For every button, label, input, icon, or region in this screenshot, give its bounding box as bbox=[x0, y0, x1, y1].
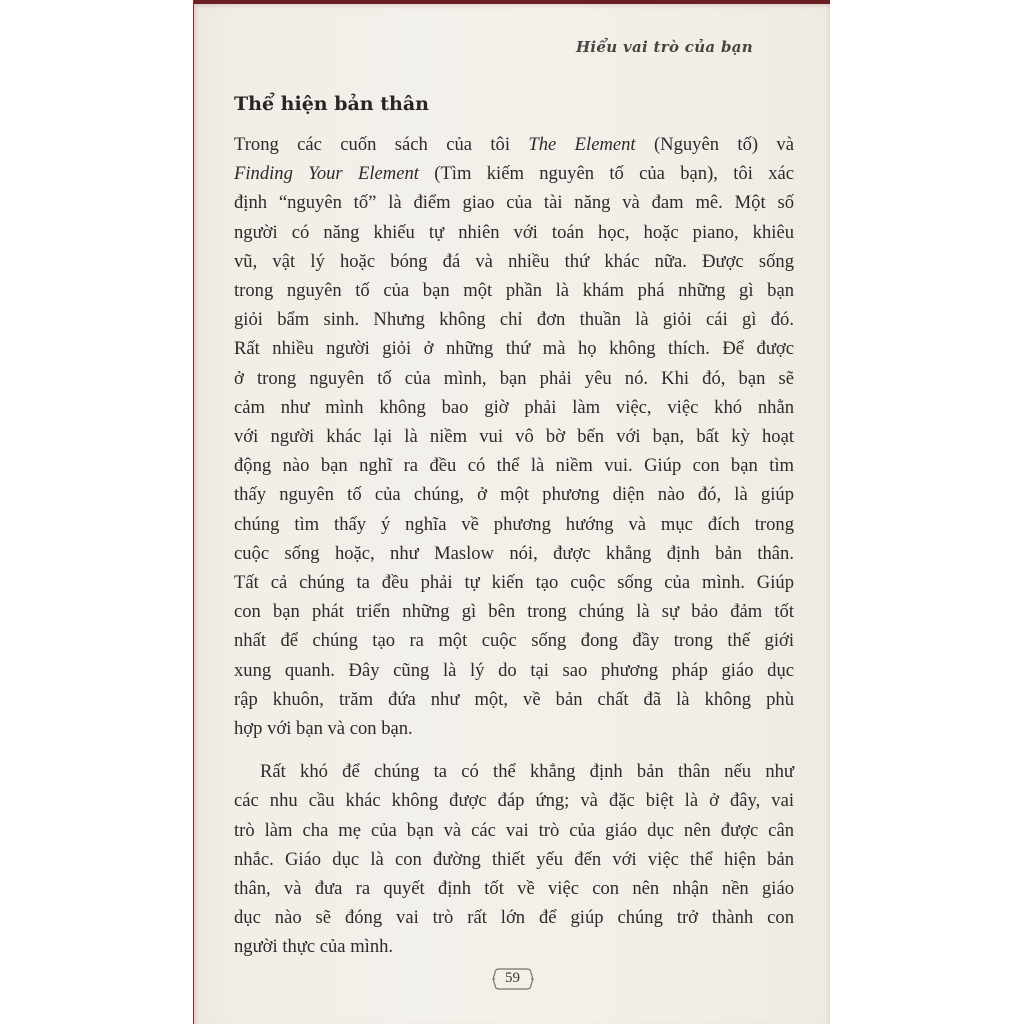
text-line bbox=[234, 393, 794, 422]
text-line bbox=[234, 685, 794, 714]
text-segment: cuộc sống hoặc, như Maslow nói, được khẳng định bản thân. bbox=[234, 542, 794, 564]
text-line bbox=[234, 130, 794, 159]
text-segment: cảm như mình không bao giờ phải làm việc, việc khó nhằn bbox=[234, 396, 794, 418]
book-cover-edge bbox=[194, 0, 831, 4]
body-text bbox=[234, 130, 794, 962]
text-segment: ở trong nguyên tố của mình, bạn phải yêu nó. Khi đó, bạn sẽ bbox=[234, 367, 794, 389]
text-segment: xung quanh. Đây cũng là lý do tại sao phương pháp giáo dục bbox=[234, 659, 794, 681]
text-line: dục nào sẽ đóng vai trò rất lớn để giúp chúng trở thành con bbox=[234, 907, 794, 929]
text-line bbox=[234, 305, 794, 334]
text-line bbox=[234, 510, 794, 539]
page-number: 59 bbox=[505, 970, 520, 986]
paragraph-2 bbox=[234, 757, 794, 961]
book-title: Finding Your Element bbox=[234, 163, 419, 185]
page-number-ornament bbox=[491, 965, 535, 993]
text-line bbox=[234, 656, 794, 685]
book-page bbox=[193, 0, 831, 1024]
text-segment: hợp với bạn và con bạn. bbox=[234, 718, 413, 740]
text-segment: nhất để chúng tạo ra một cuộc sống đong đầy trong thế giới bbox=[234, 630, 794, 652]
text-segment: với người khác lại là niềm vui vô bờ bến với bạn, bất kỳ hoạt bbox=[234, 426, 794, 448]
text-segment: động nào bạn nghĩ ra đều có thể là niềm vui. Giúp con bạn tìm bbox=[234, 455, 794, 477]
text-segment: chúng tìm thấy ý nghĩa về phương hướng và mục đích trong bbox=[234, 513, 794, 535]
text-line: nhắc. Giáo dục là con đường thiết yếu đến với việc thể hiện bản bbox=[234, 848, 794, 870]
text-line: thân, và đưa ra quyết định tốt về việc con nên nhận nền giáo bbox=[234, 878, 794, 900]
text-line bbox=[234, 364, 794, 393]
text-segment: Tất cả chúng ta đều phải tự kiến tạo cuộc sống của mình. Giúp bbox=[234, 572, 794, 594]
text-line: trò làm cha mẹ của bạn và các vai trò của giáo dục nên được cân bbox=[234, 819, 794, 841]
header-rule bbox=[194, 62, 831, 63]
text-segment: Rất nhiều người giỏi ở những thứ mà họ không thích. Để được bbox=[234, 338, 794, 360]
text-line bbox=[234, 276, 794, 305]
text-line: Rất khó để chúng ta có thể khẳng định bản thân nếu như bbox=[260, 761, 794, 783]
text-segment: người có năng khiếu tự nhiên với toán học, hoặc piano, khiêu bbox=[234, 221, 794, 243]
text-line bbox=[234, 188, 794, 217]
text-segment: định “nguyên tố” là điểm giao của tài năng và đam mê. Một số bbox=[234, 192, 794, 214]
text-line: các nhu cầu khác không được đáp ứng; và đặc biệt là ở đây, vai bbox=[234, 790, 794, 812]
text-line bbox=[234, 159, 794, 188]
text-line bbox=[234, 626, 794, 655]
text-segment: thấy nguyên tố của chúng, ở một phương diện nào đó, là giúp bbox=[234, 484, 794, 506]
text-segment: trong nguyên tố của bạn một phần là khám phá những gì bạn bbox=[234, 280, 794, 302]
running-header: Hiểu vai trò của bạn bbox=[575, 38, 753, 56]
text-line bbox=[234, 422, 794, 451]
text-segment: con bạn phát triển những gì bên trong chúng là sự bảo đảm tốt bbox=[234, 601, 794, 623]
text-segment: Trong các cuốn sách của tôi bbox=[234, 134, 529, 155]
book-title: The Element bbox=[528, 134, 636, 155]
text-segment: (Tìm kiếm nguyên tố của bạn), tôi xác bbox=[418, 163, 794, 185]
text-segment: vũ, vật lý hoặc bóng đá và nhiều thứ khác nữa. Được sống bbox=[234, 250, 794, 272]
text-line: người thực của mình. bbox=[234, 936, 394, 958]
text-segment: rập khuôn, trăm đứa như một, về bản chất đã là không phù bbox=[234, 688, 794, 710]
text-line bbox=[234, 218, 794, 247]
background-left bbox=[0, 0, 193, 1024]
text-line bbox=[234, 714, 794, 743]
text-line bbox=[234, 247, 794, 276]
text-line bbox=[234, 597, 794, 626]
text-line bbox=[234, 480, 794, 509]
background-right bbox=[830, 0, 1024, 1024]
text-line bbox=[234, 539, 794, 568]
text-line bbox=[234, 568, 794, 597]
section-title: Thể hiện bản thân bbox=[234, 93, 429, 115]
text-line bbox=[234, 334, 794, 363]
paragraph-1 bbox=[234, 130, 794, 743]
text-segment: (Nguyên tố) và bbox=[635, 134, 794, 155]
text-line bbox=[234, 451, 794, 480]
text-segment: giỏi bẩm sinh. Nhưng không chỉ đơn thuần là giỏi cái gì đó. bbox=[234, 309, 794, 331]
